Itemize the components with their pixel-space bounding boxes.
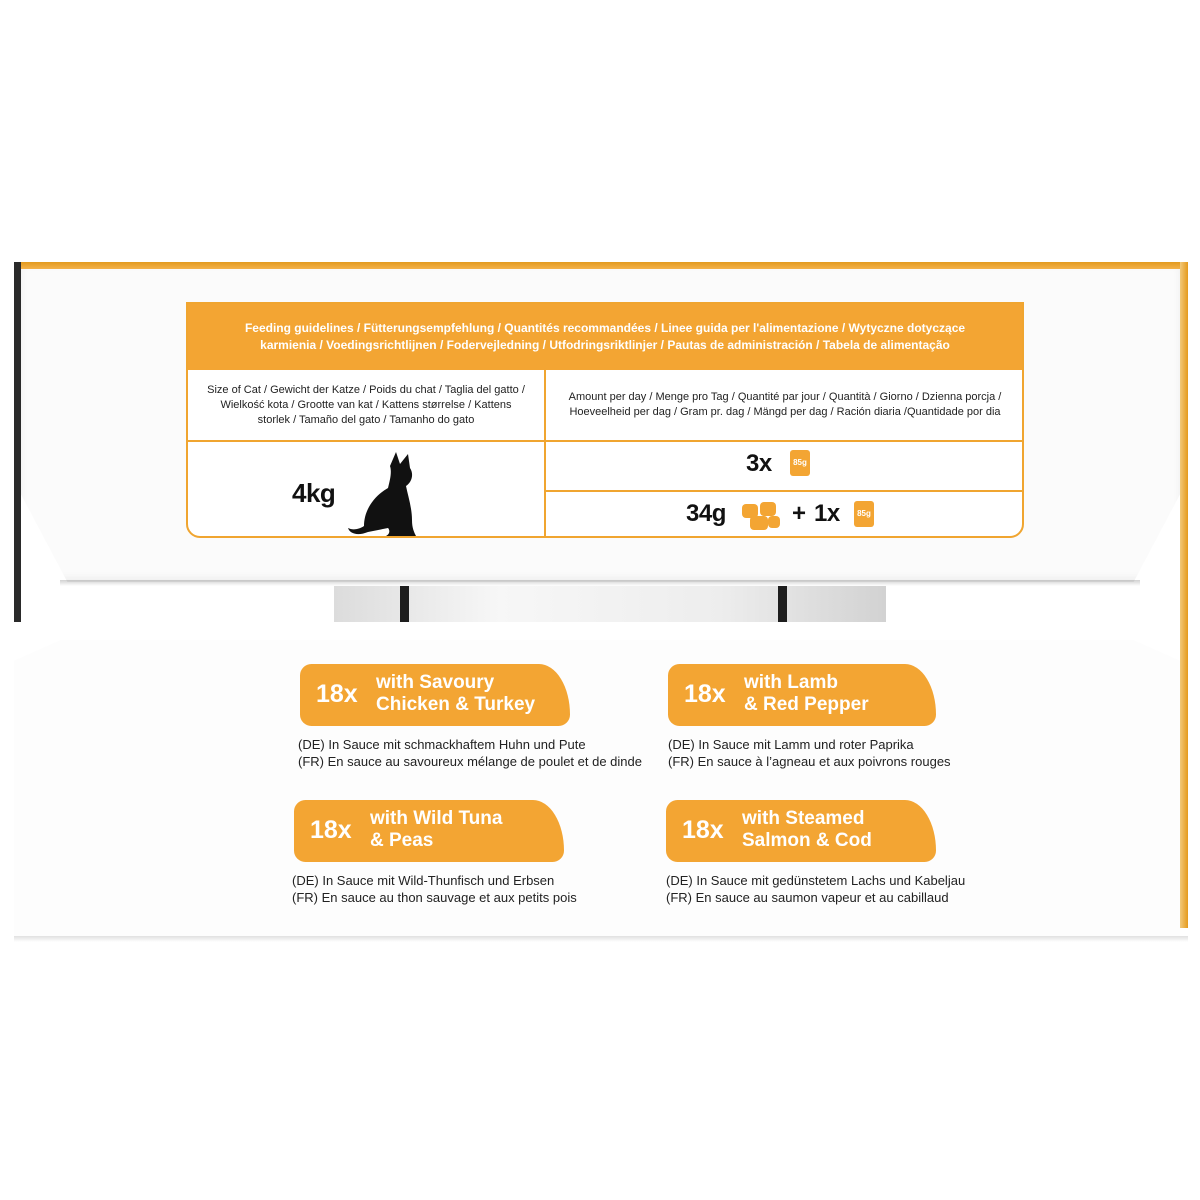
- variety-name-line: & Red Pepper: [744, 694, 869, 715]
- flap-shadow: [60, 580, 1140, 586]
- window-divider: [400, 586, 409, 622]
- amount-column: [546, 370, 1024, 538]
- variety-name-line: with Steamed: [742, 808, 865, 829]
- box-right-edge: [1180, 262, 1188, 928]
- dry-kibble-icon: [740, 500, 782, 532]
- variety-quantity: 18x: [682, 816, 724, 844]
- box-top-edge: [14, 262, 1188, 269]
- row-divider: [546, 490, 1024, 492]
- amount-label: [546, 370, 1024, 442]
- variety-banner-tuna-peas: [294, 800, 564, 862]
- variety-name: [370, 808, 502, 852]
- feeding-guidelines-table: [186, 302, 1024, 538]
- dry-food-amount: 34g: [686, 500, 726, 527]
- variety-quantity: 18x: [310, 816, 352, 844]
- header-line: Feeding guidelines / Fütterungsempfehlung / Quantités recommandées / Linee guida per l'alimentazione / Wytyczne dotyczące: [244, 321, 966, 335]
- variety-banner-lamb-pepper: [668, 664, 936, 726]
- variety-name-line: Salmon & Cod: [742, 830, 872, 851]
- variety-description: [668, 736, 951, 770]
- label-line: Amount per day / Menge pro Tag / Quantité par jour / Quantità / Giorno / Dzienna porcja /: [568, 391, 1002, 403]
- pouch-icon: 85g: [854, 501, 874, 527]
- cat-size-column: [188, 370, 546, 538]
- description-fr: (FR) En sauce au thon sauvage et aux petits pois: [292, 890, 577, 905]
- description-fr: (FR) En sauce à l’agneau et aux poivrons rouges: [668, 754, 951, 769]
- variety-name-line: with Savoury: [376, 672, 495, 693]
- header-line: karmienia / Voedingsrichtlijnen / Fodervejledning / Utfodringsriktlinjer / Pautas de administración / Tabela de alimentação: [260, 338, 950, 352]
- wet-combined-count: 1x: [814, 500, 840, 527]
- variety-name: [744, 672, 869, 716]
- description-fr: (FR) En sauce au savoureux mélange de poulet et de dinde: [298, 754, 642, 769]
- variety-name-line: Chicken & Turkey: [376, 694, 536, 715]
- variety-banner-salmon-cod: [666, 800, 936, 862]
- variety-description: [666, 872, 965, 906]
- variety-name-line: & Peas: [370, 830, 434, 851]
- box-window: [334, 586, 886, 622]
- cat-size-label: [188, 370, 544, 442]
- cat-weight: 4kg: [292, 478, 336, 508]
- variety-name-line: with Lamb: [744, 672, 838, 693]
- window-divider: [778, 586, 787, 622]
- description-de: (DE) In Sauce mit gedünstetem Lachs und Kabeljau: [666, 873, 966, 888]
- label-line: Size of Cat / Gewicht der Katze / Poids du chat / Taglia del gatto /: [207, 383, 525, 396]
- variety-quantity: 18x: [316, 680, 358, 708]
- variety-name-line: with Wild Tuna: [370, 808, 503, 829]
- variety-name: [376, 672, 535, 716]
- description-de: (DE) In Sauce mit Lamm und roter Paprika: [668, 737, 914, 752]
- pouch-icon: 85g: [790, 450, 810, 476]
- description-de: (DE) In Sauce mit schmackhaftem Huhn und Pute: [298, 737, 586, 752]
- variety-quantity: 18x: [684, 680, 726, 708]
- description-de: (DE) In Sauce mit Wild-Thunfisch und Erbsen: [292, 873, 555, 888]
- box-shadow: [14, 936, 1188, 942]
- variety-description: [298, 736, 642, 770]
- label-line: Hoeveelheid per dag / Gram pr. dag / Mängd per dag / Ración diaria /Quantidade por dia: [569, 406, 1001, 418]
- variety-name: [742, 808, 872, 852]
- feeding-table-header: [188, 304, 1022, 370]
- label-line: storlek / Tamaño del gato / Tamanho do gato: [257, 413, 475, 426]
- description-fr: (FR) En sauce au saumon vapeur et au cabillaud: [666, 890, 949, 905]
- variety-description: [292, 872, 577, 906]
- cat-silhouette-icon: [346, 450, 418, 538]
- box-front-panel: [14, 640, 1180, 936]
- plus-sign: +: [792, 500, 807, 527]
- box-left-edge: [14, 262, 21, 622]
- variety-banner-chicken-turkey: [300, 664, 570, 726]
- label-line: Wielkość kota / Grootte van kat / Kattens størrelse / Kattens: [220, 398, 512, 411]
- wet-only-count: 3x: [746, 450, 772, 477]
